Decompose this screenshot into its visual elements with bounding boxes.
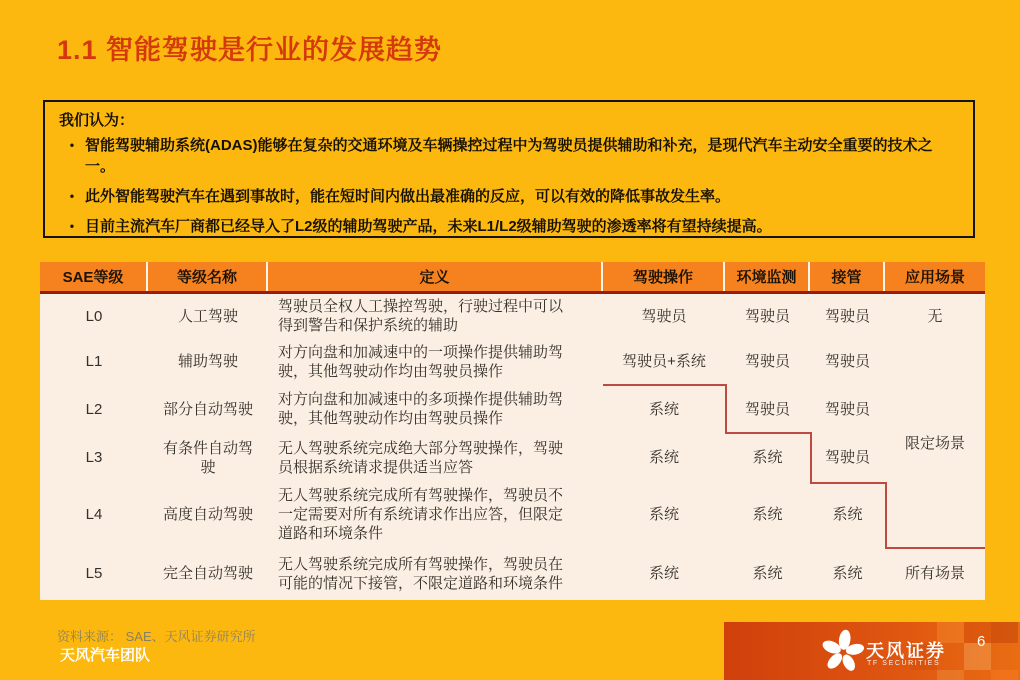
table-body xyxy=(40,294,985,600)
beliefs-heading: 我们认为： xyxy=(59,112,135,129)
column-header-takeover: 接管 xyxy=(810,262,885,291)
cell-level: L1 xyxy=(85,353,103,370)
column-header-driving-operation: 驾驶操作 xyxy=(603,262,725,291)
cell-monitoring: 驾驶员 xyxy=(744,353,790,370)
column-header-environment-monitoring: 环境监测 xyxy=(725,262,810,291)
cell-definition: 对方向盘和加减速中的一项操作提供辅助驾驶，其他驾驶动作均由驾驶员操作 xyxy=(278,343,564,380)
cell-name: 完全自动驾驶 xyxy=(162,565,253,582)
cell-name: 有条件自动驾驶 xyxy=(162,439,253,476)
responsibility-divider-segment xyxy=(885,547,985,549)
table-row-l3 xyxy=(40,433,985,482)
responsibility-divider-segment xyxy=(885,482,887,549)
sae-levels-table xyxy=(40,262,985,600)
beliefs-list xyxy=(59,135,959,237)
cell-level: L0 xyxy=(85,307,103,325)
responsibility-divider-segment xyxy=(725,384,727,434)
page-number: 6 xyxy=(977,633,986,650)
beliefs-box xyxy=(43,100,975,238)
cell-operation: 系统 xyxy=(648,400,679,418)
list-item xyxy=(59,216,959,237)
cell-level: L2 xyxy=(85,400,103,418)
bullet-icon: • xyxy=(69,189,75,203)
bullet-icon: • xyxy=(69,219,75,233)
merged-scenario-cell: 限定场景 xyxy=(904,435,965,452)
cell-operation: 系统 xyxy=(648,565,679,582)
cell-name: 高度自动驾驶 xyxy=(162,506,253,523)
table-row-l2 xyxy=(40,385,985,433)
cell-name: 辅助驾驶 xyxy=(177,353,238,370)
responsibility-divider-segment xyxy=(603,384,727,386)
table-row-l5 xyxy=(40,547,985,600)
brand-band xyxy=(724,622,1020,680)
table-header-row xyxy=(40,262,985,291)
cell-takeover: 系统 xyxy=(832,506,863,523)
responsibility-divider-segment xyxy=(810,432,812,484)
cell-takeover: 系统 xyxy=(832,565,863,582)
column-header-definition: 定义 xyxy=(268,262,603,291)
table-row-l1 xyxy=(40,338,985,385)
cell-definition: 无人驾驶系统完成绝大部分驾驶操作，驾驶员根据系统请求提供适当应答 xyxy=(278,439,564,476)
cell-name: 人工驾驶 xyxy=(177,307,238,325)
column-header-sae-level: SAE等级 xyxy=(40,262,148,291)
tf-securities-flower-icon xyxy=(822,628,864,674)
cell-name: 部分自动驾驶 xyxy=(162,400,253,418)
cell-monitoring: 驾驶员 xyxy=(744,307,790,325)
bullet-text: 目前主流汽车厂商都已经导入了L2级的辅助驾驶产品，未来L1/L2级辅助驾驶的渗透率将有望持续提高。 xyxy=(85,218,772,235)
cell-takeover: 驾驶员 xyxy=(824,307,870,325)
page-title: 1.1 智能驾驶是行业的发展趋势 xyxy=(57,35,443,65)
cell-level: L3 xyxy=(85,449,103,466)
cell-operation: 系统 xyxy=(648,506,679,523)
list-item xyxy=(59,186,959,207)
bullet-icon: • xyxy=(69,138,75,152)
cell-takeover: 驾驶员 xyxy=(824,449,870,466)
mosaic-square xyxy=(991,622,1018,643)
cell-level: L4 xyxy=(85,506,103,523)
table-row-l4 xyxy=(40,482,985,547)
column-header-application-scenario: 应用场景 xyxy=(885,262,985,291)
cell-level: L5 xyxy=(85,565,103,582)
cell-definition: 驾驶员全权人工操控驾驶，行驶过程中可以得到警告和保护系统的辅助 xyxy=(278,298,564,334)
mosaic-square xyxy=(937,670,964,680)
cell-monitoring: 驾驶员 xyxy=(744,400,790,418)
column-header-level-name: 等级名称 xyxy=(148,262,268,291)
cell-takeover: 驾驶员 xyxy=(824,400,870,418)
mosaic-square xyxy=(991,670,1018,680)
team-name: 天风汽车团队 xyxy=(60,647,151,664)
cell-monitoring: 系统 xyxy=(752,506,783,523)
responsibility-divider-segment xyxy=(810,482,887,484)
cell-scenario: 无 xyxy=(927,307,943,325)
table-row-l0 xyxy=(40,294,985,338)
cell-definition: 无人驾驶系统完成所有驾驶操作，驾驶员在可能的情况下接管，不限定道路和环境条件 xyxy=(278,555,564,592)
cell-takeover: 驾驶员 xyxy=(824,353,870,370)
cell-definition: 无人驾驶系统完成所有驾驶操作，驾驶员不一定需要对所有系统请求作出应答，但限定道路和环境条件 xyxy=(278,487,564,542)
logo-text-en: TF SECURITIES xyxy=(867,660,941,667)
list-item xyxy=(59,135,959,177)
bullet-text: 此外智能驾驶汽车在遇到事故时，能在短时间内做出最准确的反应，可以有效的降低事故发生率。 xyxy=(85,188,731,205)
cell-scenario: 所有场景 xyxy=(904,565,965,582)
logo-text-cn: 天风证券 xyxy=(866,641,946,661)
bullet-text: 智能驾驶辅助系统(ADAS)能够在复杂的交通环境及车辆操控过程中为驾驶员提供辅助和补充，是现代汽车主动安全重要的技术之一。 xyxy=(85,137,933,175)
cell-definition: 对方向盘和加减速中的多项操作提供辅助驾驶，其他驾驶动作均由驾驶员操作 xyxy=(278,391,564,427)
source-note: 资料来源： SAE、天风证券研究所 xyxy=(57,629,256,644)
cell-monitoring: 系统 xyxy=(752,449,783,466)
responsibility-divider-segment xyxy=(725,432,812,434)
cell-monitoring: 系统 xyxy=(752,565,783,582)
cell-operation: 驾驶员 xyxy=(641,307,687,325)
cell-operation: 驾驶员+系统 xyxy=(622,353,706,370)
cell-operation: 系统 xyxy=(648,449,679,466)
